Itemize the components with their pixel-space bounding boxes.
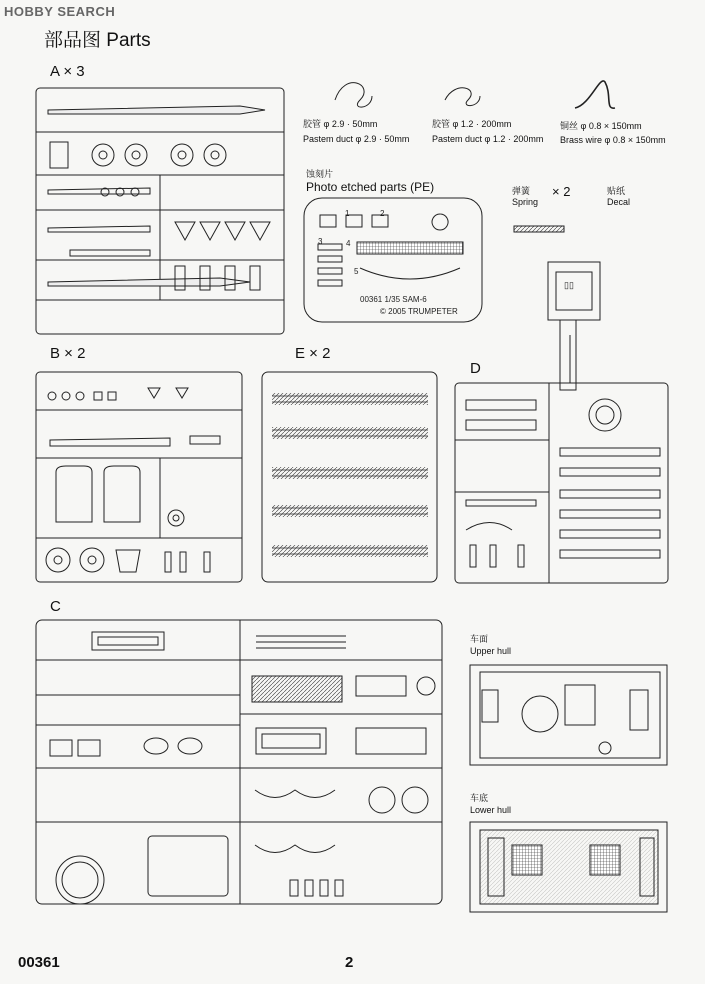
sprue-a: [36, 88, 284, 334]
decal-sheet: [548, 262, 600, 390]
spring-icon: [514, 226, 564, 232]
upper-hull-label-en: Upper hull: [470, 646, 512, 656]
lower-hull-diagram: [470, 822, 667, 912]
watermark: HOBBY SEARCH: [4, 4, 116, 19]
photo-etched-fret: [304, 198, 482, 322]
pe-title-en: Photo etched parts (PE): [306, 180, 435, 194]
decal-label-cn: 贴纸: [607, 186, 626, 196]
svg-text:1: 1: [345, 209, 350, 218]
road-wheel-icon: [92, 144, 226, 166]
svg-text:▯▯: ▯▯: [564, 280, 574, 290]
duct-large-en: Pastem duct φ 2.9 · 50mm: [303, 134, 410, 144]
page-title: 部品图 Parts: [44, 30, 151, 51]
sprue-a-label: A × 3: [50, 63, 85, 80]
svg-text:© 2005 TRUMPETER: © 2005 TRUMPETER: [380, 307, 458, 316]
sprue-c: [36, 620, 442, 904]
pe-title-cn: 蚀刻片: [306, 169, 334, 179]
spring-count: × 2: [552, 184, 571, 199]
spring-label-en: Spring: [512, 197, 539, 207]
duct-large-cn: 胶管 φ 2.9 · 50mm: [303, 119, 378, 129]
upper-hull-diagram: [470, 665, 667, 765]
svg-text:5: 5: [354, 267, 359, 276]
footer-code: 00361: [18, 954, 60, 971]
lower-hull-label-en: Lower hull: [470, 805, 512, 815]
duct-small-icon: [445, 88, 480, 106]
brass-wire-cn: 铜丝 φ 0.8 × 150mm: [560, 121, 642, 131]
upper-hull-label-cn: 车面: [470, 634, 489, 644]
svg-text:3: 3: [318, 237, 323, 246]
sprue-d: [455, 383, 668, 583]
sprue-e-label: E × 2: [295, 345, 331, 362]
sprue-c-label: C: [50, 598, 61, 615]
svg-text:4: 4: [346, 239, 351, 248]
sprue-d-label: D: [470, 360, 481, 377]
svg-text:2: 2: [380, 209, 385, 218]
lower-hull-label-cn: 车底: [470, 793, 489, 803]
footer-page-number: 2: [345, 954, 354, 971]
spring-label-cn: 弹簧: [512, 186, 531, 196]
duct-small-en: Pastem duct φ 1.2 · 200mm: [432, 134, 544, 144]
sprue-b-label: B × 2: [50, 345, 86, 362]
svg-text:00361 1/35 SAM-6: 00361 1/35 SAM-6: [360, 295, 427, 304]
sprue-b: [36, 372, 242, 582]
sprue-e: [262, 372, 437, 582]
brass-wire-icon: [575, 81, 615, 108]
duct-large-icon: [335, 83, 372, 107]
duct-small-cn: 胶管 φ 1.2 · 200mm: [432, 119, 512, 129]
decal-label-en: Decal: [607, 197, 631, 207]
brass-wire-en: Brass wire φ 0.8 × 150mm: [560, 135, 666, 145]
